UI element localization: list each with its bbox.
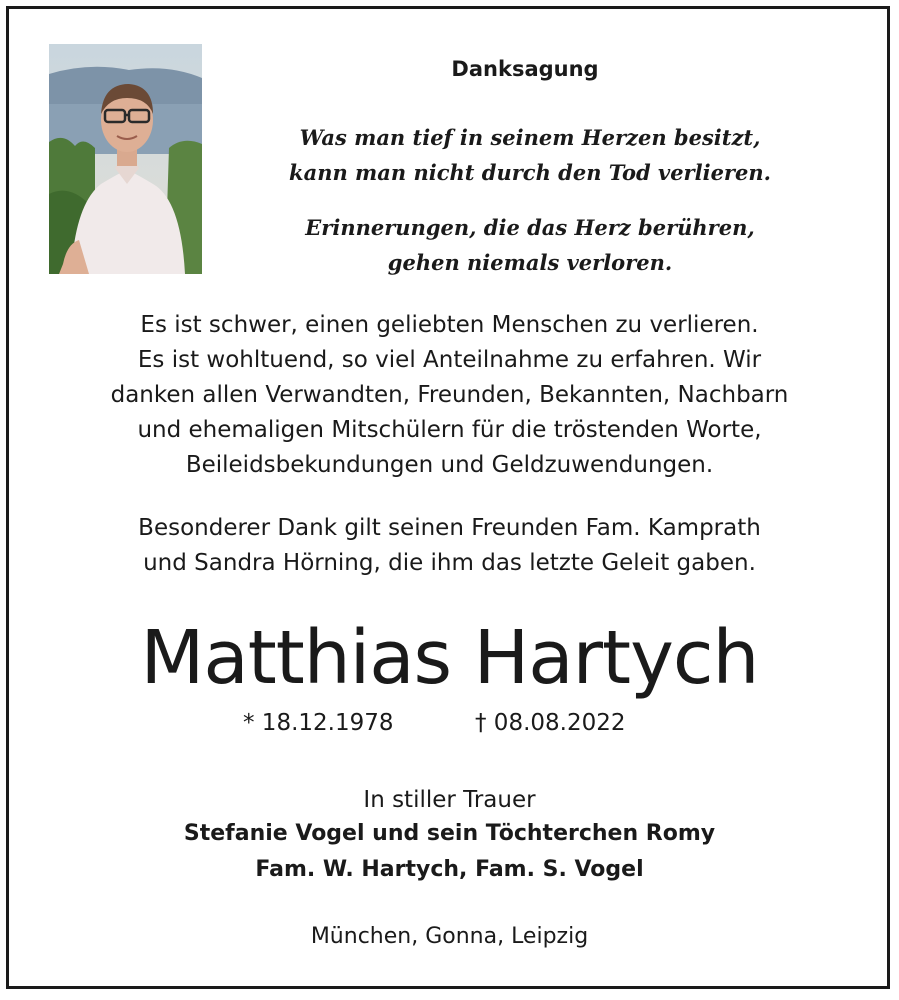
birth-date: * 18.12.1978 [243,710,394,736]
paragraph-line: Es ist schwer, einen geliebten Menschen zu verlieren. [140,312,759,338]
paragraph-line: Es ist wohltuend, so viel Anteilnahme zu erfahren. Wir [137,347,762,373]
paragraph-line: und ehemaligen Mitschülern für die tröstenden Worte, [137,417,762,443]
portrait-photo [49,44,202,274]
quote-block [230,210,830,280]
quote-line: gehen niemals verloren. [387,250,673,275]
death-date: † 08.08.2022 [475,710,626,736]
mourning-intro: In stiller Trauer [363,787,536,813]
quote-line: Was man tief in seinem Herzen besitzt, [299,125,761,150]
special-thanks-paragraph [30,511,869,581]
paragraph-line: und Sandra Hörning, die ihm das letzte Geleit gaben. [143,550,756,576]
thanks-paragraph [30,308,869,483]
family-line: Fam. W. Hartych, Fam. S. Vogel [255,857,644,882]
paragraph-line: Besonderer Dank gilt seinen Freunden Fam. Kamprath [138,515,761,541]
quote-block [230,120,830,190]
header-title: Danksagung [451,57,599,81]
family-line: Stefanie Vogel und sein Töchterchen Romy [183,821,716,846]
quote-line: kann man nicht durch den Tod verlieren. [289,160,771,185]
deceased-name: Matthias Hartych [140,615,759,701]
quote-line: Erinnerungen, die das Herz berühren, [305,215,755,240]
paragraph-line: Beileidsbekundungen und Geldzuwendungen. [185,452,714,478]
paragraph-line: danken allen Verwandten, Freunden, Bekannten, Nachbarn [110,382,789,408]
places-line: München, Gonna, Leipzig [310,924,589,949]
